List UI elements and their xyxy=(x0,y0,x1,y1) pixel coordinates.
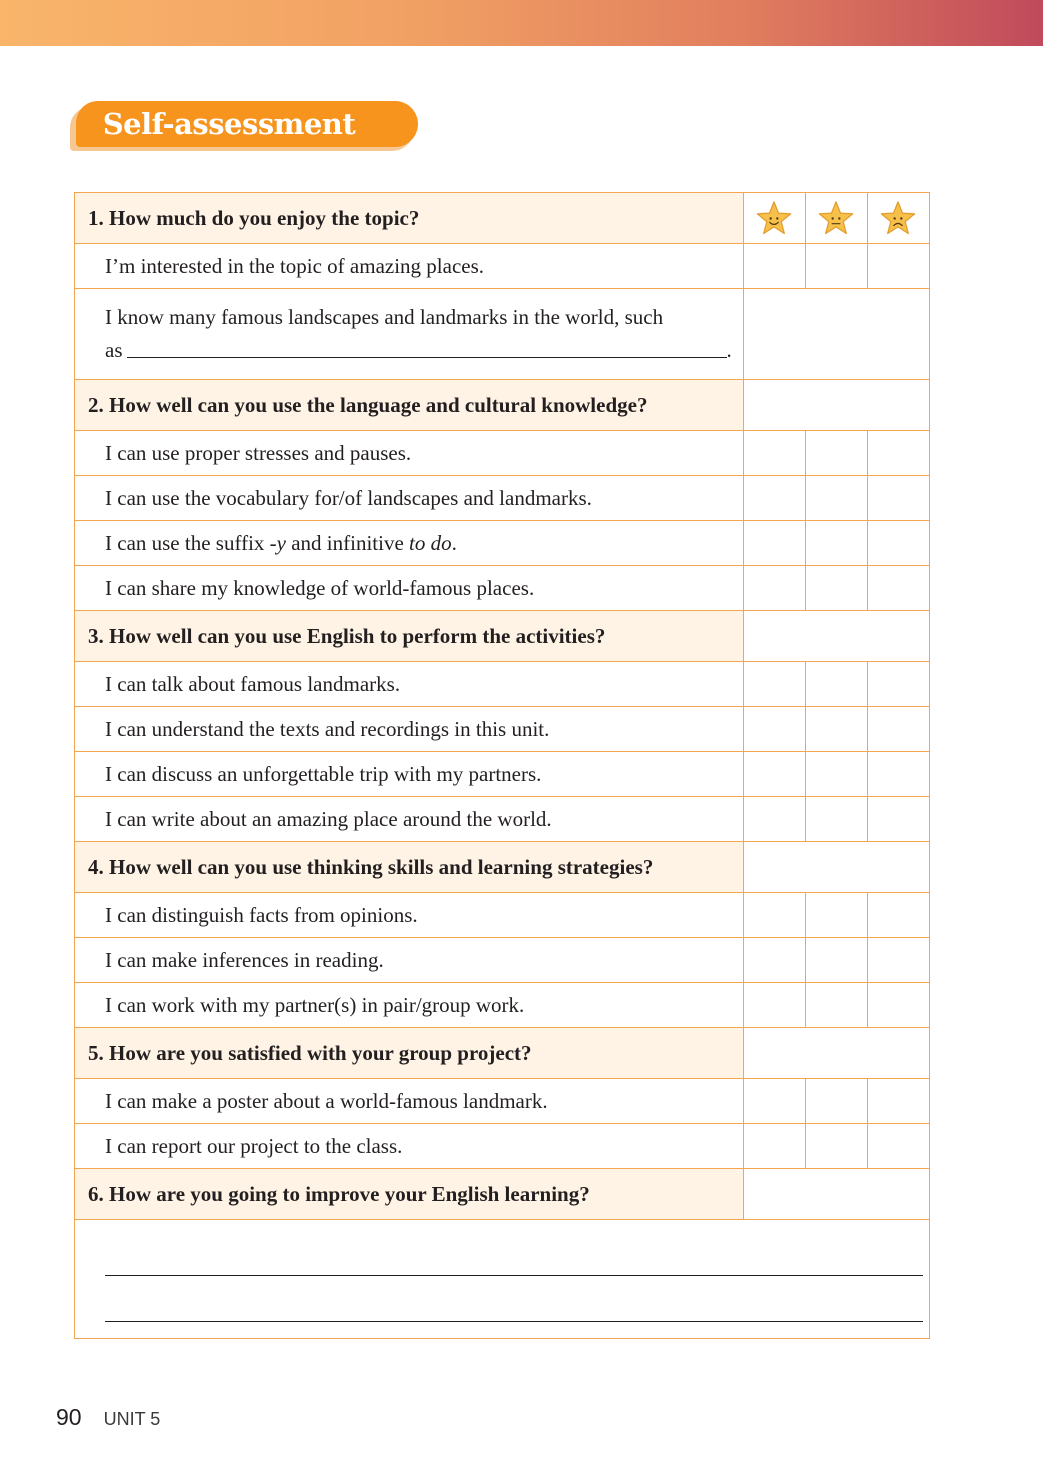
rating-box[interactable] xyxy=(805,983,867,1028)
statement-text: I can use the suffix xyxy=(105,530,270,555)
rating-box[interactable] xyxy=(743,244,805,289)
assessment-statement: I can use the vocabulary for/of landscapes and landmarks. xyxy=(75,476,744,521)
statement-italic: -y xyxy=(269,530,286,555)
assessment-row xyxy=(75,893,930,938)
assessment-statement: I can report our project to the class. xyxy=(75,1124,744,1169)
question-heading: 5. How are you satisfied with your group project? xyxy=(75,1028,744,1079)
happy-star-icon xyxy=(755,200,793,236)
rating-box[interactable] xyxy=(805,1124,867,1169)
rating-box[interactable] xyxy=(867,797,929,842)
assessment-statement: I can work with my partner(s) in pair/group work. xyxy=(75,983,744,1028)
statement-italic: to do xyxy=(409,530,452,555)
question-heading: 2. How well can you use the language and cultural knowledge? xyxy=(75,380,744,431)
assessment-row xyxy=(75,707,930,752)
rating-box[interactable] xyxy=(805,476,867,521)
assessment-row xyxy=(75,983,930,1028)
section-header-row xyxy=(75,1028,930,1079)
answer-row xyxy=(75,1220,930,1339)
header-blank-cell xyxy=(743,611,929,662)
assessment-statement xyxy=(75,289,744,380)
rating-box[interactable] xyxy=(805,752,867,797)
rating-box[interactable] xyxy=(867,983,929,1028)
statement-text: as xyxy=(105,338,123,363)
header-blank-cell xyxy=(743,1028,929,1079)
rating-box[interactable] xyxy=(743,893,805,938)
assessment-statement: I can use proper stresses and pauses. xyxy=(75,431,744,476)
assessment-row xyxy=(75,1124,930,1169)
assessment-row xyxy=(75,244,930,289)
assessment-row xyxy=(75,521,930,566)
rating-box[interactable] xyxy=(805,566,867,611)
rating-box[interactable] xyxy=(867,1124,929,1169)
assessment-row xyxy=(75,752,930,797)
header-blank-cell xyxy=(743,1169,929,1220)
rating-box[interactable] xyxy=(867,566,929,611)
statement-text: I know many famous landscapes and landmarks in the world, such xyxy=(105,304,664,329)
answer-line[interactable] xyxy=(105,1275,923,1276)
rating-box[interactable] xyxy=(805,938,867,983)
rating-box[interactable] xyxy=(867,707,929,752)
assessment-row xyxy=(75,938,930,983)
banner-main xyxy=(76,101,418,147)
rating-box[interactable] xyxy=(805,662,867,707)
rating-box[interactable] xyxy=(743,938,805,983)
assessment-statement: I can share my knowledge of world-famous places. xyxy=(75,566,744,611)
rating-box[interactable] xyxy=(867,893,929,938)
assessment-statement: I can write about an amazing place around the world. xyxy=(75,797,744,842)
neutral-star-icon xyxy=(817,200,855,236)
rating-box[interactable] xyxy=(867,1079,929,1124)
assessment-row xyxy=(75,662,930,707)
rating-box[interactable] xyxy=(805,893,867,938)
statement-text: and infinitive xyxy=(285,530,410,555)
assessment-row xyxy=(75,797,930,842)
sad-star-icon xyxy=(879,200,917,236)
rating-box[interactable] xyxy=(867,244,929,289)
assessment-statement: I can make a poster about a world-famous landmark. xyxy=(75,1079,744,1124)
answer-area xyxy=(75,1220,930,1339)
rating-box[interactable] xyxy=(867,752,929,797)
rating-box[interactable] xyxy=(805,521,867,566)
page-title: Self-assessment xyxy=(102,107,356,141)
header-blank-cell xyxy=(743,842,929,893)
rating-box[interactable] xyxy=(805,707,867,752)
rating-box[interactable] xyxy=(743,662,805,707)
self-assessment-table xyxy=(74,192,930,1339)
assessment-row xyxy=(75,289,930,380)
rating-box[interactable] xyxy=(805,244,867,289)
assessment-statement: I can understand the texts and recordings in this unit. xyxy=(75,707,744,752)
top-color-bar xyxy=(0,0,1043,46)
question-heading: 3. How well can you use English to perform the activities? xyxy=(75,611,744,662)
rating-box[interactable] xyxy=(867,938,929,983)
assessment-statement: I can distinguish facts from opinions. xyxy=(75,893,744,938)
answer-line[interactable] xyxy=(105,1321,923,1322)
assessment-statement: I’m interested in the topic of amazing places. xyxy=(75,244,744,289)
rating-sad xyxy=(867,193,929,244)
assessment-row xyxy=(75,431,930,476)
assessment-statement xyxy=(75,521,744,566)
statement-text: . xyxy=(451,530,457,555)
rating-box[interactable] xyxy=(743,797,805,842)
rating-box[interactable] xyxy=(867,662,929,707)
assessment-statement: I can talk about famous landmarks. xyxy=(75,662,744,707)
page-number: 90 xyxy=(56,1404,82,1430)
header-blank-cell xyxy=(743,380,929,431)
rating-box[interactable] xyxy=(867,431,929,476)
rating-box[interactable] xyxy=(743,521,805,566)
rating-happy xyxy=(743,193,805,244)
unit-label: UNIT 5 xyxy=(103,1409,161,1429)
section-header-row xyxy=(75,842,930,893)
rating-box[interactable] xyxy=(743,707,805,752)
rating-box[interactable] xyxy=(743,476,805,521)
assessment-row xyxy=(75,476,930,521)
rating-box[interactable] xyxy=(805,1079,867,1124)
assessment-row xyxy=(75,566,930,611)
rating-box[interactable] xyxy=(867,476,929,521)
section-header-row xyxy=(75,1169,930,1220)
rating-box[interactable] xyxy=(743,566,805,611)
assessment-statement: I can make inferences in reading. xyxy=(75,938,744,983)
rating-box[interactable] xyxy=(743,431,805,476)
assessment-row xyxy=(75,1079,930,1124)
section-header-row xyxy=(75,611,930,662)
rating-neutral xyxy=(805,193,867,244)
assessment-statement: I can discuss an unforgettable trip with my partners. xyxy=(75,752,744,797)
rating-box[interactable] xyxy=(805,431,867,476)
question-heading: 6. How are you going to improve your English learning? xyxy=(75,1169,744,1220)
section-header-row xyxy=(75,193,930,244)
question-heading: 1. How much do you enjoy the topic? xyxy=(75,193,744,244)
page-footer xyxy=(56,1404,160,1431)
rating-box[interactable] xyxy=(743,983,805,1028)
fill-in-blank[interactable] xyxy=(127,333,727,357)
question-heading: 4. How well can you use thinking skills and learning strategies? xyxy=(75,842,744,893)
rating-box[interactable] xyxy=(805,797,867,842)
section-banner xyxy=(70,101,418,151)
rating-box[interactable] xyxy=(743,752,805,797)
section-header-row xyxy=(75,380,930,431)
rating-box[interactable] xyxy=(743,1079,805,1124)
rating-box[interactable] xyxy=(867,521,929,566)
rating-box[interactable] xyxy=(743,1124,805,1169)
rating-area xyxy=(743,289,929,380)
statement-text: . xyxy=(726,338,732,363)
